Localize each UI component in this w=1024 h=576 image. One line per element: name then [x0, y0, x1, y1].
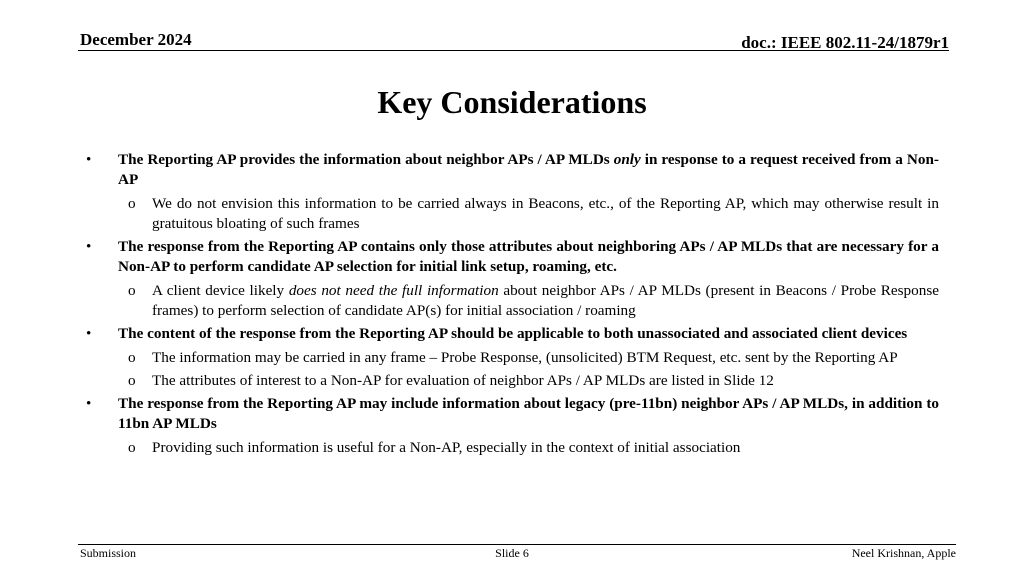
bullet-item	[86, 150, 939, 190]
sub-bullet-circle-icon: o	[128, 282, 136, 299]
footer-submission: Submission	[80, 546, 137, 560]
bullet-item	[86, 237, 939, 277]
sub-bullet-text: The attributes of interest to a Non-AP for evaluation of neighbor APs / AP MLDs are listed in Slide 12	[152, 372, 774, 389]
sub-bullet-item	[86, 348, 939, 368]
sub-bullet-text-emphasis: does not need the full information	[288, 282, 499, 299]
bullet-dot-icon: •	[86, 151, 92, 168]
sub-bullet-circle-icon: o	[128, 439, 136, 456]
header-divider	[78, 50, 949, 51]
bullet-text: The response from the Reporting AP contains only those attributes about neighboring APs / AP MLDs that are necessary for a Non-AP to perform candidate AP selection for initial link setup, roaming, etc.	[118, 238, 939, 275]
bullet-text: The Reporting AP provides the information about neighbor APs / AP MLDs	[118, 151, 614, 168]
bullet-text-emphasis: only	[613, 151, 641, 168]
bullet-dot-icon: •	[86, 395, 92, 412]
bullet-dot-icon: •	[86, 238, 92, 255]
sub-bullet-circle-icon: o	[128, 372, 136, 389]
sub-bullet-text: We do not envision this information to be carried always in Beacons, etc., of the Reporting AP, which may otherwise result in gratuitous bloating of such frames	[152, 195, 939, 232]
sub-bullet-text: The information may be carried in any frame – Probe Response, (unsolicited) BTM Request, etc. sent by the Reporting AP	[152, 349, 898, 366]
bullet-text: The content of the response from the Reporting AP should be applicable to both unassociated and associated client devices	[118, 325, 908, 342]
sub-bullet-item	[86, 194, 939, 234]
sub-bullet-text: about neighbor APs / AP MLDs (present in Beacons / Probe Response frames) to perform selection of candidate AP(s) for initial association / roaming	[152, 282, 939, 319]
bullet-dot-icon: •	[86, 325, 92, 342]
footer-divider	[78, 544, 956, 545]
sub-bullet-circle-icon: o	[128, 349, 136, 366]
footer-slide-number: Slide 6	[495, 546, 529, 560]
slide-title: Key Considerations	[377, 84, 647, 120]
sub-bullet-item	[86, 281, 939, 321]
bullet-item	[86, 394, 939, 434]
footer-author: Neel Krishnan, Apple	[851, 546, 956, 560]
bullet-text: in response to a request received from a Non-AP	[118, 151, 939, 188]
header-doc-id: doc.: IEEE 802.11-24/1879r1	[741, 33, 949, 52]
bullet-text: The response from the Reporting AP may include information about legacy (pre-11bn) neighbor APs / AP MLDs, in addition to 11bn AP MLDs	[118, 395, 939, 432]
sub-bullet-circle-icon: o	[128, 195, 136, 212]
header-date: December 2024	[80, 30, 192, 49]
sub-bullet-text: A client device likely	[152, 282, 289, 299]
sub-bullet-text: Providing such information is useful for a Non-AP, especially in the context of initial association	[152, 439, 741, 456]
sub-bullet-item	[86, 438, 939, 458]
slide-content	[86, 150, 939, 461]
sub-bullet-item	[86, 371, 939, 391]
bullet-item	[86, 324, 939, 344]
